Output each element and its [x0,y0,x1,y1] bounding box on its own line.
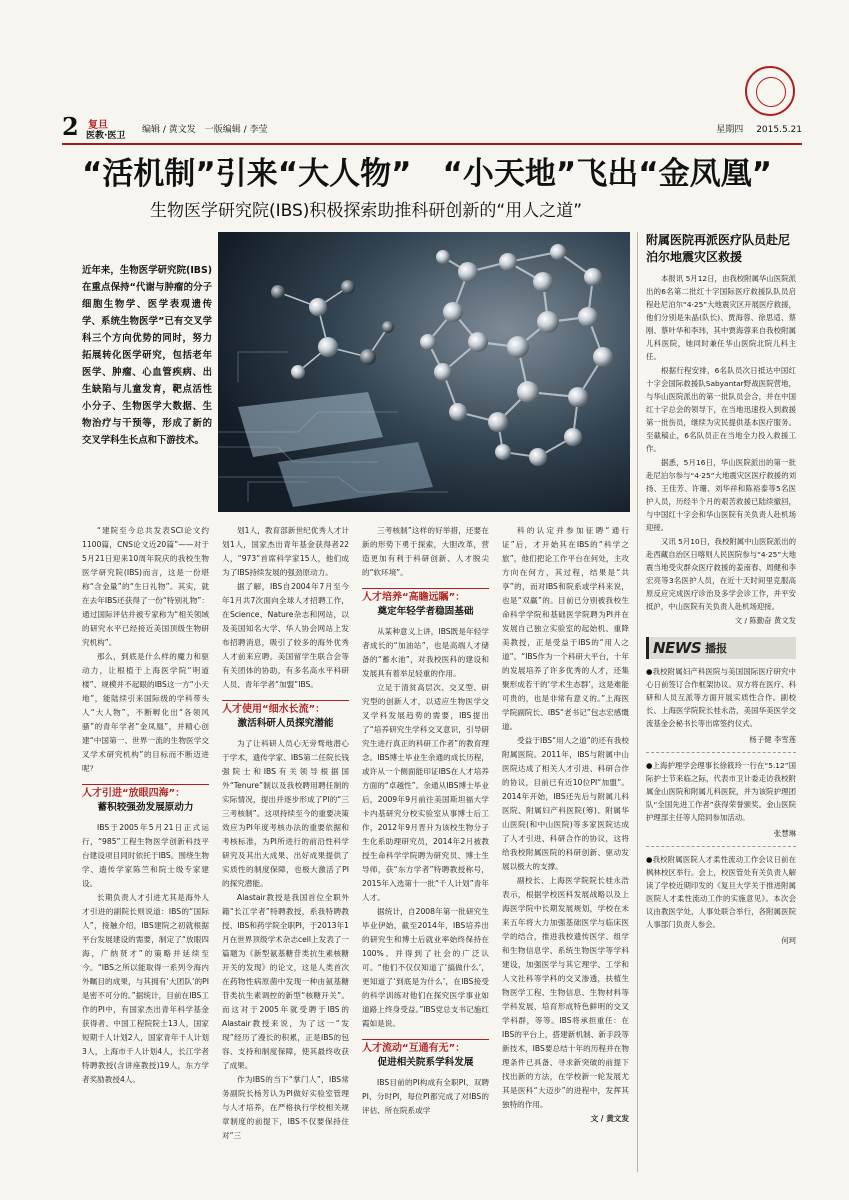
sidebar-column [646,232,796,953]
masthead [62,112,802,142]
article-paragraph: 据统计，自2008年第一批研究生毕业伊始，截至2014年，IBS培养出的研究生和博士后就业率始终保持在100%。并得到了社会的广泛认可。“他们不仅仅知道了‘搞做什么’，更知道了‘到底是为什么’，在IBS接受的科学训练对他们在探究医学事业如道路上终身受益。”IBS党总支书记施红霞如是说。 [362,907,489,1028]
article-column-2 [222,524,349,1143]
university-seal-icon [745,66,795,116]
article-paragraph: 为了让科研人员心无旁骛地潜心于学术，遗传学家、IBS第二任院长钱强院士和IBS有关领导根据国外“Tenure”制以及我校聘用聘任制的实际情况，提出并逐步形成了PI的“三三考核制”。这项持续至今的重要决策效应为PI年度考核办法的重要依据和考核标准，为PI所进行的前沿性科学研究及其出大成果、出好成果提供了实质性的制度保障，也极大激活了PI的探究潜能。 [222,739,349,888]
news-brief-header [646,637,796,659]
article-paragraph: 作为IBS的当下“掌门人”，IBS常务副院长杨芳认为PI做好实验室管理与人才培养，在严格执行学校相关规章制度的前提下，IBS不仅要保持住对“三 [222,1075,349,1140]
article-paragraph: 那么，到底是什么样的魔力和驱动力，让根植于上海医学院“明道楼”、规模并不起眼的IBS这一方“小天地”，能陆续引来国际级的学科带头人“大人物”，不断孵化出“各领风骚”的青年学者“金凤凰”，并精心创建“中国第一、世界一流的生物医学交叉学术研究机构”的目标而不断迈进呢？ [82,652,209,773]
sidebar-paragraph: 本报讯 5月12日，由我校附属华山医院派出的6名第二批红十字国际医疗救援队队员启程赴尼泊尔“4·25”大地震灾区开展医疗救援，他们分别是朱晶(队长)、贾海蓉、徐思适、蔡刚、蔡叶华和李玮，其中贾海蓉来自我校附属儿科医院，她同时兼任华山医院北院儿科主任。 [646,274,796,361]
article-paragraph: 副校长、上海医学院院长桂永浩表示，根据学校医科发展战略以及上海医学院中长期发展规划，学校在未来五年将大力加强基础医学与临床医学的结合，推进我校遗传医学、组学和生物信息学、系统生物医学等学科建设，加强医学与其它理学、工学和人文社科等学科的交叉渗透，扶植生物医学工程、生物信息、生物材料等学科发展，培育形成特色鲜明的交叉学科群，等等。IBS将承担重任：在IBS的平台上，搭建新机制、新手段等新技术，IBS要总结十年的历程并在物理条件已具备、寻求新突破的前提下找出新的方法，在学校新一轮发展尤其是医科“大迈步”的进程中，发挥其独特的作用。 [502,876,629,1109]
dateline [706,122,802,135]
sidebar-byline: 文 / 陈勤奋 黄文发 [734,616,796,625]
hero-illustration [218,232,630,512]
news-brief-byline: 张慧琳 [773,829,796,838]
section-heading-title: 奠定年轻学者稳固基础 [377,606,474,617]
news-label: NEWS [653,639,702,657]
sidebar-paragraph: 又讯 5月10日，我校附属中山医院派出的赴西藏自治区日喀则人民医院参与“4·25”大地震当地受灾群众医疗救援的姜南春、周健和李宏亮等3名医护人员，在近十天时间里克服高原反应完成医疗诊治及多学会诊工作，并平安抵沪，中山医院有关负责人赴机场迎接。 [646,537,796,611]
news-brief-item: ●上海护理学会理事长徐筱玲一行在“5.12”国际护士节来临之际，代表市卫计委走访我校附属金山医院和附属儿科医院，并为该院护理团队“全国先进工作者”获得荣誉颁奖。金山医院护理部主任等人陪同参加活动。 [646,761,796,822]
editors-line: 编辑 / 黄文发 一版编辑 / 李莹 [142,125,268,135]
section-heading-kicker: 人才引进“放眼四海”： [82,784,209,801]
article-paragraph: 科的认定并参加征聘“通行证”后，才开始其在IBS的“科学之旅”，他们把论工作平台在何处，主攻方向在何方，其过程，结果是“共享”的，而对IBS和院系或学科来说，也是“双赢”的。目前已分别被我校生命科学学院和基础医学院聘为PI并在发展自己独立实验室的起始机、重降美教授，正是受益于IBS的“用人之道”。“IBS作为一个科研大平台，十年的发展培养了许多优秀的人才，还集聚形成若干的‘学术生态群’，这是难能可贵的，也是非常有意义的。”上海医学院副院长、IBS“老书记”包志宏感慨道。 [502,526,629,731]
article-column-1 [82,524,209,1087]
section-heading [362,1039,489,1070]
page-number: 2 [62,112,79,141]
sidebar-headline: 附属医院再派医疗队员赴尼泊尔地震灾区救援 [646,233,791,264]
article-paragraph: 长期负责人才引进尤其是海外人才引进的副院长则说道：IBS的“国际人”，接触介绍，IBS建院之初就根据平台发展建设的需要，制定了“放眼四海，广纳贤才”的策略并延续至今。“IBS之所以能取得一系列令海内外瞩目的成果，与其拥有‘大团队’的PI是密不可分的。”据统计，目前在IBS工作的PI中，有国家杰出青年科学基金获得者、中国工程院院士13人，国家短期千人计划2人，国家青年千人计划3人，上海市千人计划4人，长江学者特聘教授(含讲座教授)19人，东方学者奖励教授4人。 [82,893,209,1084]
news-brief-item: ●我校附属医院人才柔性流动工作会议日前在枫林校区举行。会上，校医管处有关负责人解读了学校近期印发的《复旦大学关于推进附属医院人才柔性流动工作的实施意见》。本次会议由教医学处、人事处联合举行，各附属医院人事部门负责人参会。 [646,855,796,929]
section-heading [222,700,349,731]
bullet-icon: ● [646,761,653,770]
section-heading-kicker: 人才使用“细水长流”： [222,700,349,717]
weekday: 星期四 [716,125,744,135]
section-heading-kicker: 人才培养“高瞻远瞩”： [362,588,489,605]
article-paragraph: 三考核制”这样的好举措，还要在新的形势下勇于探索，大胆改革，营造更加有利于科研创新、人才脱尖的“软环境”。 [362,526,489,577]
publication-name: 复旦 [88,120,108,131]
news-brief-byline: 何珂 [781,936,796,945]
news-brief-item: ●我校附属妇产科医院与美国国际医疗研究中心日前签订合作框架协议。双方将在医疗、科研和人员互派等方面开展实质性合作。副校长、上海医学院院长桂永浩，美国华美医学交流基金会秘书长等出席签约仪式。 [646,667,796,728]
sidebar-paragraph: 据悉，5月16日，华山医院派出的第一批赴尼泊尔参与“4·25”大地震灾区医疗救援的刘扬、王佳芳、许珊、刘华祥和陈裕泰等5名医护人员，历经半个月的艰苦救援已陆续撤回，与中国红十字会和华山医院有关负责人赴机场迎接。 [646,458,796,532]
section-heading [82,784,209,815]
section-heading-title: 促进相关院系学科发展 [377,1057,474,1068]
news-separator [646,752,796,753]
section-heading [362,588,489,619]
bullet-icon: ● [646,667,653,676]
article-paragraph: 从某种意义上讲，IBS既是年轻学者成长的“加油站”，也是高端人才储备的“蓄水池”，对我校医科的建设和发展具有着举足轻重的作用。 [362,627,489,678]
news-separator [646,846,796,847]
news-brief-byline: 杨子健 李雪莲 [749,735,796,744]
sidebar-article [646,272,796,613]
masthead-rule [62,143,802,145]
bullet-icon: ● [646,855,653,864]
article-column-3 [362,524,489,1118]
issue-date: 2015.5.21 [756,125,802,135]
lead-paragraph: 近年来，生物医学研究院(IBS)在重点保持“代谢与肿瘤的分子细胞生物学、医学表观遗传学、系统生物医学”已有交叉学科三个方向优势的同时，努力拓展转化医学研究，包括老年医学、肿瘤、心血管疾病、出生缺陷与儿童发育，靶点活性小分子、生物医学大数据、生物治疗与干预等，形成了新的交叉学科生长点和下游技术。 [82,265,212,446]
article-byline: 文 / 黄文发 [590,1114,629,1123]
column-divider [637,232,638,1172]
section-heading-title: 激活科研人员探究潜能 [237,718,334,729]
article-paragraph: 据了解，IBS自2004年7月至今年1月共7次面向全球人才招聘工作，在Science、Nature杂志和网站，以及美国知名大学、华人协会网站上发布招聘消息，吸引了较多的海外优秀人才前来应聘。美国留学生联合会等有关团体的协助，有多名高水平科研人员、青年学者“加盟”IBS。 [222,582,349,689]
article-paragraph: “建院至今总共发表SCI论文约1100篇，CNS论文近20篇”——对于5月21日迎来10周年院庆的我校生物医学研究院(IBS)而言，这是一份堪称“含金量”的“生日礼物”。其实，就在去年IBS还获得了一份“特别礼物”：通过国际评估并被专家称为“相关领域的研究水平已经接近美国顶级生物研究机构”。 [82,526,209,647]
article-column-4 [502,524,629,1126]
article-paragraph: 受益于IBS“用人之道”的还有我校附属医院。2011年，IBS与附属中山医院达成了相关人才引进、科研合作的协议，目前已有近10位PI“加盟”。2014年开始，IBS还先后与附属儿科医院、附属妇产科医院(筹)、附属华山医院(和中山医院)等多家医院达成了人才引进、科研合作的协议，这将给我校附属医院的科研创新、驱动发展以极大的支撑。 [502,736,629,871]
article-paragraph: 立足于清贫高层次、交叉型、研究型的创新人才，以适应生物医学交叉学科发展趋势的需要，IBS提出了“培养研究生学科交叉意识，引导研究生进行真正的科研工作者”的教育理念。IBS博士毕业生余通的成长历程，或许从一个侧面能印证IBS在人才培养方面的“卓越性”。余通从IBS博士毕业后，2009年9月前往美国斯坦福大学卡内基研究分校实验室从事博士后工作，2012年9月晋升为该校生物分子生化系助理研究员，2014年2月被教授生命科学学院聘为研究员、博士生导师，获“东方学者”特聘教授称号，2015年入选第十一批“千人计划”青年人才。 [362,683,489,902]
main-headline: “活机制”引来“大人物” “小天地”飞出“金凤凰” [82,156,772,192]
article-paragraph: IBS目前的PI构成有全职PI、双聘PI、分时PI，每位PI都完成了对IBS的评估、所在院系或学 [362,1078,489,1115]
sidebar-paragraph: 根据行程安排，6名队员次日抵达中国红十字会国际救援队Sabyantar野战医院营地，与华山医院派出的第一批队员会合，并在中国红十字总会的领导下，在当地迅速投入到救援第一批伤员，继续为灾民提供基本医疗服务。至截稿止，6名队员正在当地全力投入救援工作。 [646,366,796,453]
section-name: 医教·医卫 [86,131,126,141]
section-heading-kicker: 人才流动“互通有无”： [362,1039,489,1056]
article-body [82,524,630,1164]
article-paragraph: Alastair教授是我国首位全职外籍“长江学者”特聘教授，系我特聘教授、IBS和药学院全职PI，于2013年1月在世界顶级学术杂志cell上发表了一篇题为《新型氨基糖苷类抗生素核糖开关的发现》的论文，这是人类首次在药物性病原菌中发现一种由氨基糖苷类抗生素调控的新型“核糖开关”。而这对于2005年就受聘于IBS的Alastair教授来说，为了这一“发现”经历了漫长的积累，正是IBS的包容、支持和制度保障，使其最终收获了成果。 [222,893,349,1070]
news-label-cn: 播报 [705,642,728,655]
sub-headline: 生物医学研究院(IBS)积极探索助推科研创新的“用人之道” [150,201,583,221]
molecule-illustration-icon [218,232,630,512]
article-paragraph: IBS于2005年5月21日正式运行，“985”工程生物医学创新科技平台建设项目同时依托于IBS。围绕生物学、遗传学家陈竺和院士级专家建设。 [82,823,209,888]
article-paragraph: 划1人，教育部新世纪优秀人才计划1人，国家杰出青年基金获得者22人，“973”首席科学家15人，他们成为了IBS持续发展的强劲原动力。 [222,526,349,577]
section-heading-title: 蓄积较强劲发展原动力 [97,802,194,813]
